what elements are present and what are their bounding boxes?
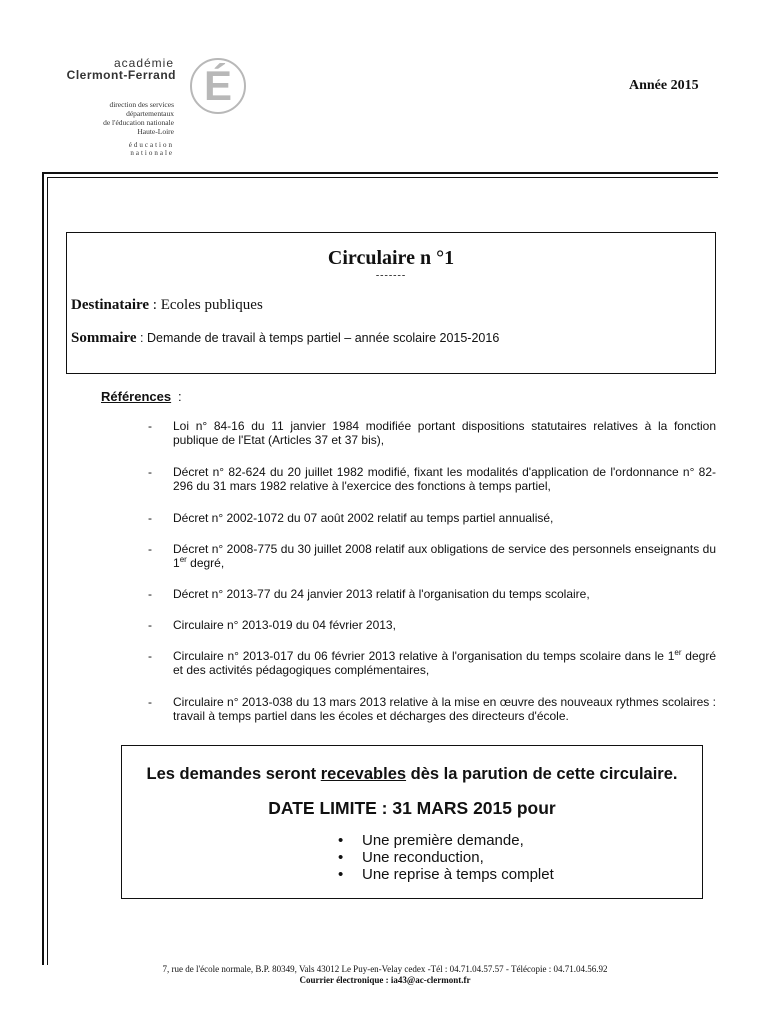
list-item-text: Une reconduction, [362, 849, 484, 866]
recevables-notice [122, 765, 702, 784]
circulaire-header-box [66, 232, 716, 374]
reference-item [148, 465, 716, 493]
reference-text: Circulaire n° 2013-038 du 13 mars 2013 relative à la mise en œuvre des nouveaux rythmes scolaires : travail à temps partiel dans les écoles et décharges des directeurs d'école. [173, 695, 716, 723]
deadline-box [121, 745, 703, 899]
title-separator: ------- [375, 270, 407, 281]
frame-top-line [42, 172, 718, 174]
reference-item [148, 618, 716, 632]
reference-text: Décret n° 2013-77 du 24 janvier 2013 relatif à l'organisation du temps scolaire, [173, 587, 590, 601]
bullet-icon: • [338, 866, 344, 883]
list-dash: - [148, 618, 152, 632]
reference-text: Circulaire n° 2013-017 du 06 février 2013 relative à l'organisation du temps scolaire dans le 1 [173, 649, 675, 663]
reference-text-tail: degré et des activités pédagogiques complémentaires, [173, 649, 716, 677]
logo-direction-line: départementaux [126, 109, 174, 118]
destinataire-label: Destinataire [71, 297, 150, 313]
reference-item [148, 419, 716, 447]
frame-left-line [42, 172, 44, 965]
reference-text: Loi n° 84-16 du 11 janvier 1984 modifiée portant dispositions statutaires relatives à la fonction publique de l'Etat (Articles 37 et 37 bis), [173, 419, 716, 447]
list-dash: - [148, 419, 152, 433]
reference-text: Circulaire n° 2013-019 du 04 février 2013, [173, 618, 396, 632]
footer-email: Courrier électronique : ia43@ac-clermont.fr [299, 975, 471, 985]
logo-direction-line: de l'éducation nationale [103, 118, 174, 127]
reference-item [148, 695, 716, 723]
list-item [336, 866, 554, 883]
logo-academie-text: académie [113, 56, 174, 70]
notice-underlined: recevables [320, 765, 407, 783]
logo-education-line: éducation [128, 141, 174, 149]
education-emblem-icon: É [190, 58, 246, 114]
references-list [148, 419, 716, 723]
reference-text: Décret n° 2002-1072 du 07 août 2002 relatif au temps partiel annualisé, [173, 511, 554, 525]
list-dash: - [148, 465, 152, 479]
reference-item [148, 649, 716, 677]
notice-text: Les demandes seront [146, 765, 321, 783]
superscript: er [674, 648, 682, 657]
frame-left-inner-line [47, 177, 48, 965]
circulaire-title: Circulaire n °1 [327, 247, 455, 269]
request-types-list [336, 832, 554, 883]
references-colon: : [178, 389, 182, 404]
destinataire-line [71, 297, 263, 314]
destinataire-value: : Ecoles publiques [149, 297, 263, 313]
list-dash: - [148, 695, 152, 709]
reference-text: Décret n° 82-624 du 20 juillet 1982 modifié, fixant les modalités d'application de l'ordonnance n° 82-296 du 31 mars 1982 relative à l'exercice des fonctions à temps partiel, [173, 465, 716, 493]
superscript: er [179, 555, 187, 564]
academie-logo [66, 48, 232, 163]
list-item-text: Une première demande, [362, 832, 524, 849]
frame-top-inner-line [47, 177, 718, 178]
reference-item [148, 511, 716, 525]
logo-direction-line: Haute-Loire [137, 127, 174, 136]
bullet-icon: • [338, 832, 344, 849]
notice-text: dès la parution de cette circulaire. [406, 765, 678, 783]
list-dash: - [148, 542, 152, 556]
deadline-date: DATE LIMITE : 31 MARS 2015 pour [268, 798, 556, 818]
sommaire-line [71, 330, 499, 347]
list-item [336, 849, 554, 866]
list-dash: - [148, 511, 152, 525]
footer-address: 7, rue de l'école normale, B.P. 80349, Vals 43012 Le Puy-en-Velay cedex -Tél : 04.71.04.57.57 - Télécopie : 04.71.04.56.92 [162, 964, 608, 974]
list-dash: - [148, 587, 152, 601]
references-title: Références [101, 389, 172, 404]
reference-item [148, 587, 716, 601]
sommaire-label: Sommaire [71, 330, 137, 346]
logo-direction-line: direction des services [109, 100, 174, 109]
logo-education-line: nationale [130, 149, 174, 157]
reference-text: Décret n° 2008-775 du 30 juillet 2008 relatif aux obligations de service des personnels enseignants du 1 [173, 542, 716, 570]
reference-item [148, 542, 716, 570]
document-year: Année 2015 [629, 78, 699, 93]
list-dash: - [148, 649, 152, 663]
bullet-icon: • [338, 849, 344, 866]
reference-text-tail: degré, [186, 556, 225, 570]
sommaire-value: : Demande de travail à temps partiel – année scolaire 2015-2016 [136, 331, 500, 345]
logo-region-text: Clermont-Ferrand [66, 68, 176, 82]
list-item-text: Une reprise à temps complet [362, 866, 554, 883]
list-item [336, 832, 554, 849]
